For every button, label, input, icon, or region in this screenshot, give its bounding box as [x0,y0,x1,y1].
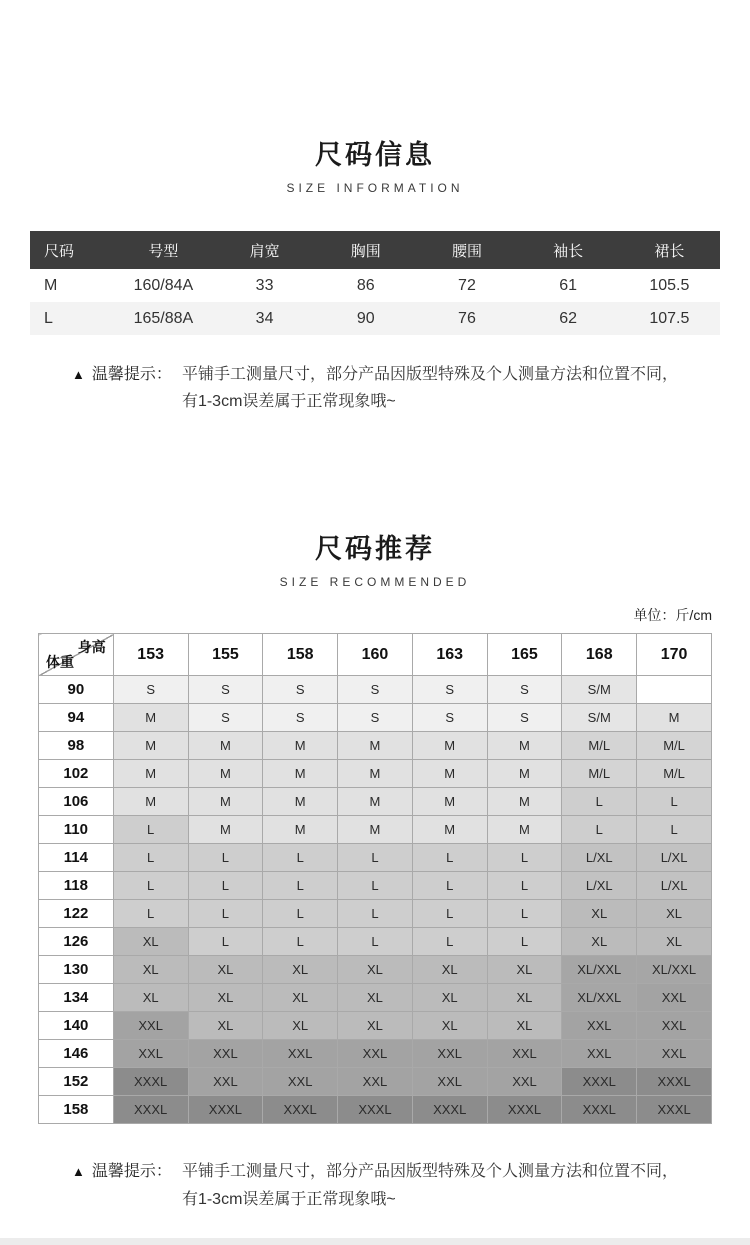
height-header-cell: 160 [338,634,413,676]
recommend-row [39,984,712,1012]
size-info-cell: M [44,276,58,294]
note-line-1: 平铺手工测量尺寸，部分产品因版型特殊及个人测量方法和位置不同， [181,1163,678,1181]
size-cell: XL [338,956,413,984]
size-cell: S [263,676,338,704]
weight-cell: 158 [39,1096,114,1124]
size-cell: L [412,900,487,928]
size-cell: XL [637,900,712,928]
size-cell: M [188,816,263,844]
size-info-header-cell: 胸围 [315,231,416,269]
size-cell: XXL [338,1068,413,1096]
size-cell: XXL [637,1040,712,1068]
height-header-cell: 155 [188,634,263,676]
recommend-row [39,1040,712,1068]
note-label: 温馨提示： [91,366,172,383]
size-cell: XXXL [412,1096,487,1124]
size-cell: M [338,788,413,816]
size-cell: L [487,872,562,900]
size-cell: XXXL [338,1096,413,1124]
note-label: 温馨提示： [91,1163,172,1181]
size-cell: S [188,704,263,732]
weight-cell: 114 [39,844,114,872]
size-cell: XL [412,1012,487,1040]
size-cell: S/M [562,704,637,732]
size-cell: XXL [412,1040,487,1068]
size-cell: M [487,760,562,788]
size-cell: M [113,732,188,760]
size-cell: XL/XXL [562,984,637,1012]
size-cell: XXXL [113,1096,188,1124]
size-cell: L [188,844,263,872]
size-info-cell: 33 [255,276,274,294]
size-cell: M [113,760,188,788]
size-cell: M [188,760,263,788]
size-cell: L/XL [562,844,637,872]
size-info-header-cell: 号型 [113,231,214,269]
size-info-subtitle: SIZE INFORMATION [286,181,464,195]
warning-triangle-icon: ▲ [72,1164,85,1180]
size-cell: XL [562,928,637,956]
next-section-edge [0,1238,750,1245]
weight-cell: 106 [39,788,114,816]
height-header-cell: 158 [263,634,338,676]
recommend-row [39,956,712,984]
size-info-title: 尺码信息 [315,140,435,170]
size-cell: S [338,704,413,732]
note-line-2: 有1-3cm误差属于正常现象哦~ [181,393,396,411]
weight-cell: 152 [39,1068,114,1096]
recommend-row [39,872,712,900]
size-cell: L [113,900,188,928]
size-cell: M [113,788,188,816]
recommend-row [39,1012,712,1040]
size-cell: XXL [637,984,712,1012]
size-info-cell: 105.5 [649,276,690,294]
size-cell: XXXL [637,1068,712,1096]
size-cell: M [263,760,338,788]
height-header-cell: 170 [637,634,712,676]
recommend-row [39,760,712,788]
size-cell: S [487,676,562,704]
corner-weight-label: 体重 [46,654,74,671]
size-cell: XXL [412,1068,487,1096]
size-cell: XXXL [562,1096,637,1124]
size-cell: XL/XXL [562,956,637,984]
recommend-row [39,928,712,956]
size-recommend-title: 尺码推荐 [315,534,435,565]
size-cell: S [113,676,188,704]
size-info-header-cell: 腰围 [416,231,517,269]
size-cell: L [188,900,263,928]
corner-height-label: 身高 [77,639,106,656]
size-cell: XXXL [188,1096,263,1124]
size-cell: M [263,788,338,816]
recommend-row [39,900,712,928]
size-cell: XL [338,984,413,1012]
size-recommend-subtitle: SIZE RECOMMENDED [279,575,471,590]
weight-cell: 98 [39,732,114,760]
size-cell: L [562,788,637,816]
size-cell: M [487,732,562,760]
recommend-row [39,1068,712,1096]
size-cell: M [338,732,413,760]
size-info-section [0,0,750,415]
size-info-row [30,302,720,335]
note-text [182,1158,678,1212]
size-cell: XXL [487,1040,562,1068]
recommend-row [39,676,712,704]
size-info-header-cell: 袖长 [518,231,619,269]
size-info-row [30,269,720,302]
size-cell: L [338,872,413,900]
size-cell: XL [562,900,637,928]
weight-cell: 126 [39,928,114,956]
size-cell: L [338,900,413,928]
size-cell: XL/XXL [637,956,712,984]
size-info-table [30,231,720,335]
size-cell: XXXL [263,1096,338,1124]
size-info-header-cell: 尺码 [30,231,113,269]
corner-cell [39,634,114,676]
size-cell: M [188,732,263,760]
warning-triangle-icon: ▲ [72,367,85,382]
size-cell: S/M [562,676,637,704]
size-cell: XXL [487,1068,562,1096]
size-cell: S [338,676,413,704]
size-cell: L [487,928,562,956]
size-recommend-table [38,633,712,1124]
size-cell: L [562,816,637,844]
size-cell: L [263,928,338,956]
size-cell: L [263,844,338,872]
weight-cell: 102 [39,760,114,788]
recommend-row [39,816,712,844]
weight-cell: 122 [39,900,114,928]
size-cell: XL [263,984,338,1012]
size-cell: M [412,816,487,844]
size-info-cell: 160/84A [133,276,194,294]
weight-cell: 140 [39,1012,114,1040]
note-line-1: 平铺手工测量尺寸，部分产品因版型特殊及个人测量方法和位置不同， [181,366,678,383]
size-cell: S [263,704,338,732]
size-cell: L/XL [637,844,712,872]
size-cell: M/L [562,732,637,760]
size-cell: XXL [562,1012,637,1040]
size-info-cell: 165/88A [133,309,194,327]
size-cell: M [487,788,562,816]
size-cell: XXL [113,1012,188,1040]
size-cell: XL [412,984,487,1012]
size-cell: L [487,844,562,872]
size-info-cell: 86 [356,276,375,294]
size-info-header-row [30,231,720,269]
size-info-cell: 34 [255,309,274,327]
size-cell: XXL [188,1040,263,1068]
height-header-cell: 168 [562,634,637,676]
recommend-row [39,732,712,760]
size-info-cell: 72 [458,276,476,294]
size-cell: L [113,872,188,900]
size-info-cell: 62 [559,309,578,327]
weight-cell: 146 [39,1040,114,1068]
recommend-row [39,788,712,816]
measure-note [0,361,750,415]
size-cell: L [412,872,487,900]
size-cell: L [263,900,338,928]
size-cell: XL [487,984,562,1012]
size-cell: M/L [562,760,637,788]
size-cell: M [412,788,487,816]
size-info-cell: L [44,309,53,327]
size-cell: M [263,732,338,760]
size-cell: L [637,788,712,816]
size-cell: M [338,816,413,844]
size-cell: L [263,872,338,900]
size-cell: XL [637,928,712,956]
size-cell: XXL [188,1068,263,1096]
size-cell: S [412,676,487,704]
size-cell: XXL [338,1040,413,1068]
recommend-row [39,1096,712,1124]
size-cell: L [338,928,413,956]
size-cell: XXL [263,1068,338,1096]
size-cell: L [188,872,263,900]
size-cell: S [412,704,487,732]
size-info-cell: 90 [356,309,375,327]
size-cell: M [412,732,487,760]
size-info-cell: 107.5 [649,309,690,327]
size-cell: L [188,928,263,956]
note-line-2: 有1-3cm误差属于正常现象哦~ [181,1190,396,1208]
recommend-row [39,844,712,872]
note-text [182,361,678,415]
size-cell: S [487,704,562,732]
size-cell: XL [188,956,263,984]
size-info-header-cell: 裙长 [619,231,720,269]
size-cell: XL [263,956,338,984]
size-cell: XL [113,928,188,956]
size-recommend-section [0,415,750,1212]
size-cell: XL [487,1012,562,1040]
size-cell: L [487,900,562,928]
size-cell: XL [338,1012,413,1040]
height-header-cell: 165 [487,634,562,676]
size-cell: M [113,704,188,732]
size-cell: M [487,816,562,844]
size-cell: XL [412,956,487,984]
size-cell: M [637,704,712,732]
size-cell: XL [263,1012,338,1040]
size-cell: L [637,816,712,844]
size-cell: XXXL [637,1096,712,1124]
size-cell: S [188,676,263,704]
size-cell: XXL [562,1040,637,1068]
size-cell: M [263,816,338,844]
size-cell: L [338,844,413,872]
size-cell: L [412,844,487,872]
size-cell: L/XL [637,872,712,900]
height-header-cell: 153 [113,634,188,676]
size-cell: XL [188,984,263,1012]
size-cell: XXL [113,1040,188,1068]
size-cell: M [412,760,487,788]
size-cell: L [412,928,487,956]
recommend-body [39,676,712,1124]
recommend-header-row [39,634,712,676]
height-header-cell: 163 [412,634,487,676]
size-cell: XL [113,984,188,1012]
size-cell: XXXL [487,1096,562,1124]
weight-cell: 130 [39,956,114,984]
size-cell: XXL [263,1040,338,1068]
size-cell: M [188,788,263,816]
size-cell: L [113,816,188,844]
weight-cell: 134 [39,984,114,1012]
weight-cell: 118 [39,872,114,900]
size-cell: XL [487,956,562,984]
weight-cell: 110 [39,816,114,844]
size-info-header-cell: 肩宽 [214,231,315,269]
recommend-row [39,704,712,732]
weight-cell: 90 [39,676,114,704]
size-cell: L [113,844,188,872]
size-cell: XXXL [113,1068,188,1096]
unit-label: 单位：斤/cm [633,607,712,624]
measure-note-bottom [0,1158,750,1212]
size-cell: M [338,760,413,788]
weight-cell: 94 [39,704,114,732]
size-cell: XXXL [562,1068,637,1096]
size-cell [637,676,712,704]
size-cell: XL [188,1012,263,1040]
size-info-cell: 76 [458,309,476,327]
size-cell: L/XL [562,872,637,900]
size-cell: XXL [637,1012,712,1040]
size-info-cell: 61 [559,276,578,294]
size-info-body [30,269,720,335]
size-cell: XL [113,956,188,984]
size-cell: M/L [637,732,712,760]
size-cell: M/L [637,760,712,788]
